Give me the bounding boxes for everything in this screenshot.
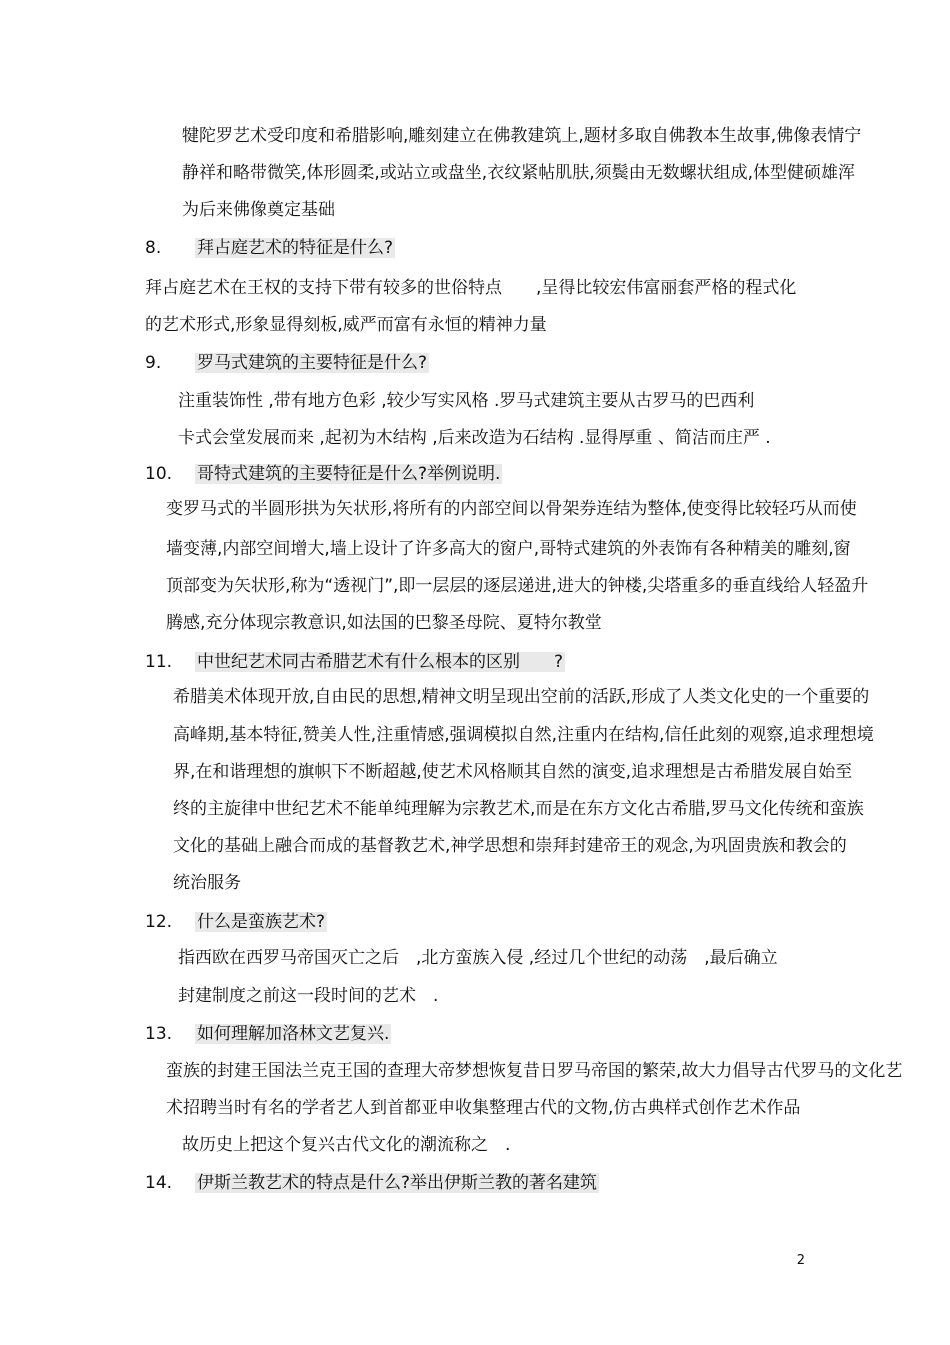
paragraph-line: 术招聘当时有名的学者艺人到首都亚申收集整理古代的文物,仿古典样式创作艺术作品: [166, 1098, 801, 1118]
paragraph-line: 卡式会堂发展而来 ,起初为木结构 ,后来改造为石结构 .显得厚重 、简洁而庄严 .: [178, 428, 771, 448]
question-number: 10.: [145, 464, 173, 484]
question-number: 12.: [145, 912, 173, 932]
paragraph-line: 犍陀罗艺术受印度和希腊影响,雕刻建立在佛教建筑上,题材多取自佛教本生故事,佛像表情宁: [182, 126, 862, 146]
paragraph-line: 顶部变为矢状形,称为“透视门”,即一层层的逐层递进,进大的钟楼,尖塔重多的垂直线给人轻盈升: [166, 576, 869, 596]
question-heading: [145, 910, 327, 934]
question-text: 中世纪艺术同古希腊艺术有什么根本的区别 ?: [197, 652, 564, 672]
question-heading: [145, 351, 429, 375]
question-heading: [145, 462, 502, 486]
paragraph-line: 腾感,充分体现宗教意识,如法国的巴黎圣母院、夏特尔教堂: [166, 613, 602, 633]
page-number: 2: [796, 1253, 805, 1268]
question-text: 伊斯兰教艺术的特点是什么?举出伊斯兰教的著名建筑: [197, 1173, 598, 1193]
question-text: 如何理解加洛林文艺复兴.: [197, 1024, 390, 1044]
question-number: 13.: [145, 1024, 173, 1044]
paragraph-line: 的艺术形式,形象显得刻板,威严而富有永恒的精神力量: [145, 315, 547, 335]
paragraph-line: 文化的基础上融合而成的基督教艺术,神学思想和崇拜封建帝王的观念,为巩固贵族和教会的: [173, 836, 847, 856]
question-number: 9.: [145, 353, 162, 373]
paragraph-line: 统治服务: [173, 873, 241, 893]
paragraph-line: 拜占庭艺术在王权的支持下带有较多的世俗特点 ,呈得比较宏伟富丽套严格的程式化: [145, 278, 797, 298]
question-heading: [145, 236, 395, 260]
question-heading: [145, 1171, 599, 1195]
paragraph-line: 静祥和略带微笑,体形圆柔,或站立或盘坐,衣纹紧帖肌肤,须鬓由无数螺状组成,体型健硕雄浑: [182, 163, 856, 183]
question-number: 11.: [145, 652, 173, 672]
paragraph-line: 终的主旋律中世纪艺术不能单纯理解为宗教艺术,而是在东方文化古希腊,罗马文化传统和蛮族: [173, 799, 864, 819]
question-text: 罗马式建筑的主要特征是什么?: [197, 353, 428, 373]
question-number: 14.: [145, 1173, 173, 1193]
question-heading: [145, 650, 565, 674]
question-heading: [145, 1022, 391, 1046]
paragraph-line: 希腊美术体现开放,自由民的思想,精神文明呈现出空前的活跃,形成了人类文化史的一个重要的: [173, 687, 870, 707]
question-number: 8.: [145, 238, 162, 258]
paragraph-line: 封建制度之前这一段时间的艺术 .: [178, 986, 439, 1006]
paragraph-line: 指西欧在西罗马帝国灭亡之后 ,北方蛮族入侵 ,经过几个世纪的动荡 ,最后确立: [178, 948, 778, 968]
paragraph-line: 为后来佛像奠定基础: [182, 200, 335, 220]
paragraph-line: 注重装饰性 ,带有地方色彩 ,较少写实风格 .罗马式建筑主要从古罗马的巴西利: [178, 391, 755, 411]
paragraph-line: 故历史上把这个复兴古代文化的潮流称之 .: [182, 1135, 511, 1155]
paragraph-line: 高峰期,基本特征,赞美人性,注重情感,强调模拟自然,注重内在结构,信任此刻的观察,追求理想境: [173, 725, 874, 745]
paragraph-line: 界,在和谐理想的旗帜下不断超越,使艺术风格顺其自然的演变,追求理想是古希腊发展自始至: [173, 762, 853, 782]
paragraph-line: 墙变薄,内部空间增大,墙上设计了许多高大的窗户,哥特式建筑的外表饰有各种精美的雕刻,窗: [166, 539, 851, 559]
question-text: 哥特式建筑的主要特征是什么?举例说明.: [197, 464, 501, 484]
paragraph-line: 变罗马式的半圆形拱为矢状形,将所有的内部空间以骨架券连结为整体,使变得比较轻巧从而使: [166, 499, 857, 519]
question-text: 什么是蛮族艺术?: [197, 912, 326, 932]
question-text: 拜占庭艺术的特征是什么?: [197, 238, 394, 258]
paragraph-line: 蛮族的封建王国法兰克王国的查理大帝梦想恢复昔日罗马帝国的繁荣,故大力倡导古代罗马的文化艺: [166, 1061, 903, 1081]
